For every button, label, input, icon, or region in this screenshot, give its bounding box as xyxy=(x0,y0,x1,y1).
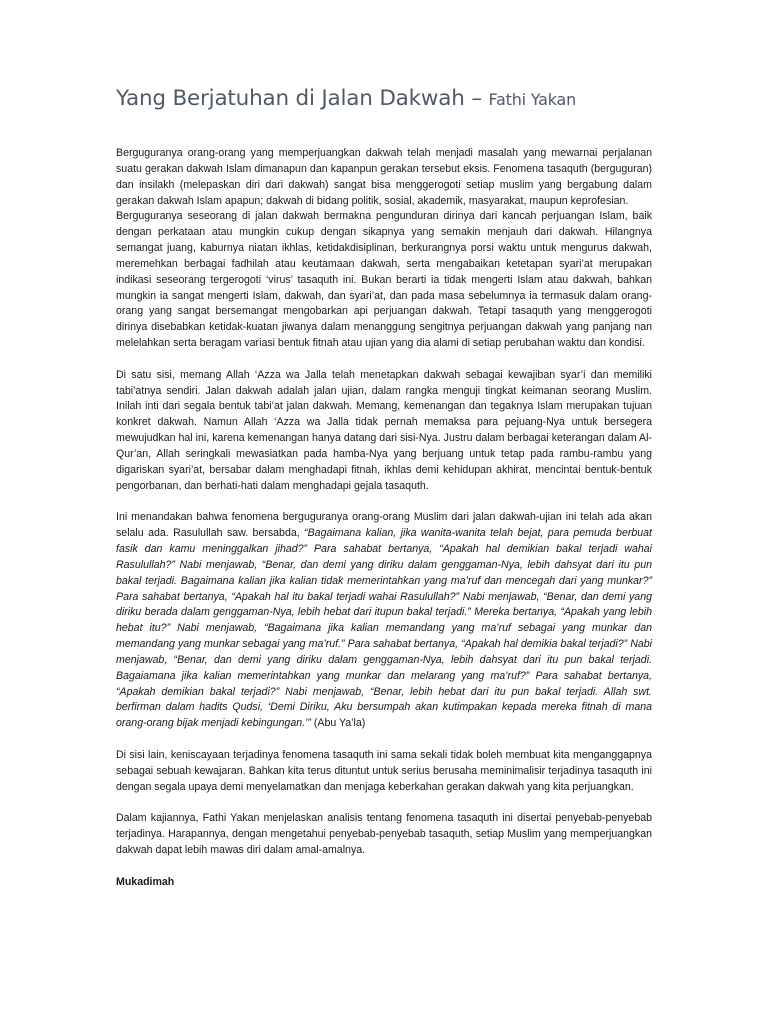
paragraph-gap xyxy=(116,352,652,368)
paragraph-gap xyxy=(116,732,652,748)
document-page xyxy=(116,86,652,890)
paragraph-6: Dalam kajiannya, Fathi Yakan menjelaskan analisis tentang fenomena tasaquth ini disertai penyebab-penyebab terjadinya. Harapannya, dengan mengetahui penyebab-penyebab tasaquth, setiap Muslim yang memperjuangkan dakwah dapat lebih mawas diri dalam amal-amalnya. xyxy=(116,812,652,856)
paragraph-gap xyxy=(116,859,652,875)
paragraph-4-intro: Ini menandakan bahwa fenomena berguguranya orang-orang Muslim dari jalan dakwah-ujian ini telah ada akan selalu ada. Rasulullah saw. bersabda, xyxy=(116,511,652,540)
hadith-source: (Abu Ya’la) xyxy=(310,717,366,730)
paragraph-2: Berguguranya seseorang di jalan dakwah bermakna pengunduran dirinya dari kancah perjuangan Islam, baik dengan perkataan atau mungkin cukup dengan sikapnya yang semakin menjauh dari dakwah. Hilangnya semangat juang, kaburnya niatan ikhlas, ketidakdisiplinan, berkurangnya porsi waktu untuk mengurus dakwah, meremehkan berbagai fadhilah atau keutamaan dakwah, serta mengabaikan ketetapan syari’at merupakan indikasi seseorang tergerogoti ‘virus’ tasaquth ini. Bukan berarti ia tidak mengerti Islam atau dakwah, bahkan mungkin ia sangat mengerti Islam, dakwah, dan syari’at, dan pada masa sebelumnya ia termasuk dalam orang-orang yang sangat bersemangat mengobarkan api perjuangan dakwah. Tetapi tasaquth yang menggerogoti dirinya disebabkan ketidak-kuatan jiwanya dalam menanggung sengitnya perjuangan dakwah yang panjang nan melelahkan serta beragam variasi bentuk fitnah atau ujian yang dia alami di setiap perubahan waktu dan kondisi. xyxy=(116,210,652,350)
section-heading: Mukadimah xyxy=(116,875,175,888)
paragraph-1: Berguguranya orang-orang yang memperjuangkan dakwah telah menjadi masalah yang mewarnai perjalanan suatu gerakan dakwah Islam dimanapun dan kapanpun gerakan tersebut eksis. Fenomena tasaquth (berguguran) dan insilakh (melepaskan diri dari dakwah) sangat bisa menggerogoti setiap muslim yang bergabung dalam gerakan dakwah Islam apapun; dakwah di bidang politik, sosial, akademik, masyarakat, maupun keprofesian. xyxy=(116,147,652,207)
paragraph-gap xyxy=(116,495,652,511)
paragraph-3: Di satu sisi, memang Allah ‘Azza wa Jalla telah menetapkan dakwah sebagai kewajiban syar’i dan memiliki tabi’atnya sendiri. Jalan dakwah adalah jalan ujian, dalam rangka menguji tingkat keimanan seorang Muslim. Inilah inti dari segala bentuk tabi’at jalan dakwah. Memang, kemenangan dan tegaknya Islam merupakan tujuan konkret dakwah. Namun Allah ‘Azza wa Jalla tidak pernah memaksa para pejuang-Nya untuk bersegera mewujudkan hal ini, karena kemenangan hanya datang dari sisi-Nya. Justru dalam berbagai keterangan dalam Al-Qur’an, Allah seringkali mewasiatkan pada hamba-Nya yang berjuang untuk tetap pada rambu-rambu yang digariskan syari’at, bersabar dalam menghadapi fitnah, ikhlas demi kehidupan akhirat, mencintai bentuk-bentuk pengorbanan, dan berhati-hati dalam menghadapi gejala tasaquth. xyxy=(116,368,652,492)
title-dash: – xyxy=(464,86,489,111)
paragraph-5: Di sisi lain, keniscayaan terjadinya fenomena tasaquth ini sama sekali tidak boleh membuat kita menganggapnya sebagai sebuah kewajaran. Bahkan kita terus dituntut untuk serius berusaha meminimalisir terjadinya tasaquth ini dengan segala upaya demi menyelamatkan dan menjaga keberkahan gerakan dakwah yang kita perjuangkan. xyxy=(116,748,652,793)
paragraph-gap xyxy=(116,795,652,811)
paragraph-4 xyxy=(116,510,652,732)
title-main: Yang Berjatuhan di Jalan Dakwah xyxy=(116,86,465,111)
title-author: Fathi Yakan xyxy=(488,90,577,109)
document-title xyxy=(116,86,652,111)
hadith-quote: “Bagaimana kalian, jika wanita-wanita telah bejat, para pemuda berbuat fasik dan kamu meninggalkan jihad?” Para sahabat bertanya, “Apakah hal demikian bakal terjadi wahai Rasulullah?” Nabi menjawab, “Benar, dan demi yang diriku dalam genggaman-Nya, lebih dahsyat dari itu pun bakal terjadi. Bagaimana kalian jika kalian tidak memerintahkan yang ma’ruf dan mencegah dari yang munkar?” Para sahabat bertanya, “Apakah hal itu bakal terjadi wahai Rasulullah?” Nabi menjawab, “Benar, dan demi yang diriku berada dalam genggaman-Nya, lebih hebat dari itupun bakal terjadi.” Mereka bertanya, “Apakah yang lebih hebat itu?” Nabi menjawab, “Bagaimana jika kalian memandang yang ma’ruf sebagai yang munkar dan memandang yang munkar sebagai yang ma’ruf.” Para sahabat bertanya, “Apakah hal demikia bakal terjadi?” Nabi menjawab, “Benar, dan demi yang diriku dalam genggaman-Nya, lebih dahsyat dari itu pun bakal terjadi. Bagaiamana jika kalian memerintahkan yang munkar dan melarang yang ma’ruf?” Para sahabat bertanya, “Apakah demikian bakal terjadi?” Nabi menjawab, “Benar, lebih hebat dari itu pun bakal terjadi. Allah swt. berfirman dalam hadits Qudsi, ‘Demi Diriku, Aku bersumpah akan kutimpakan kepada mereka fitnah di mana orang-orang bijak menjadi kebingungan.’” xyxy=(116,527,652,730)
